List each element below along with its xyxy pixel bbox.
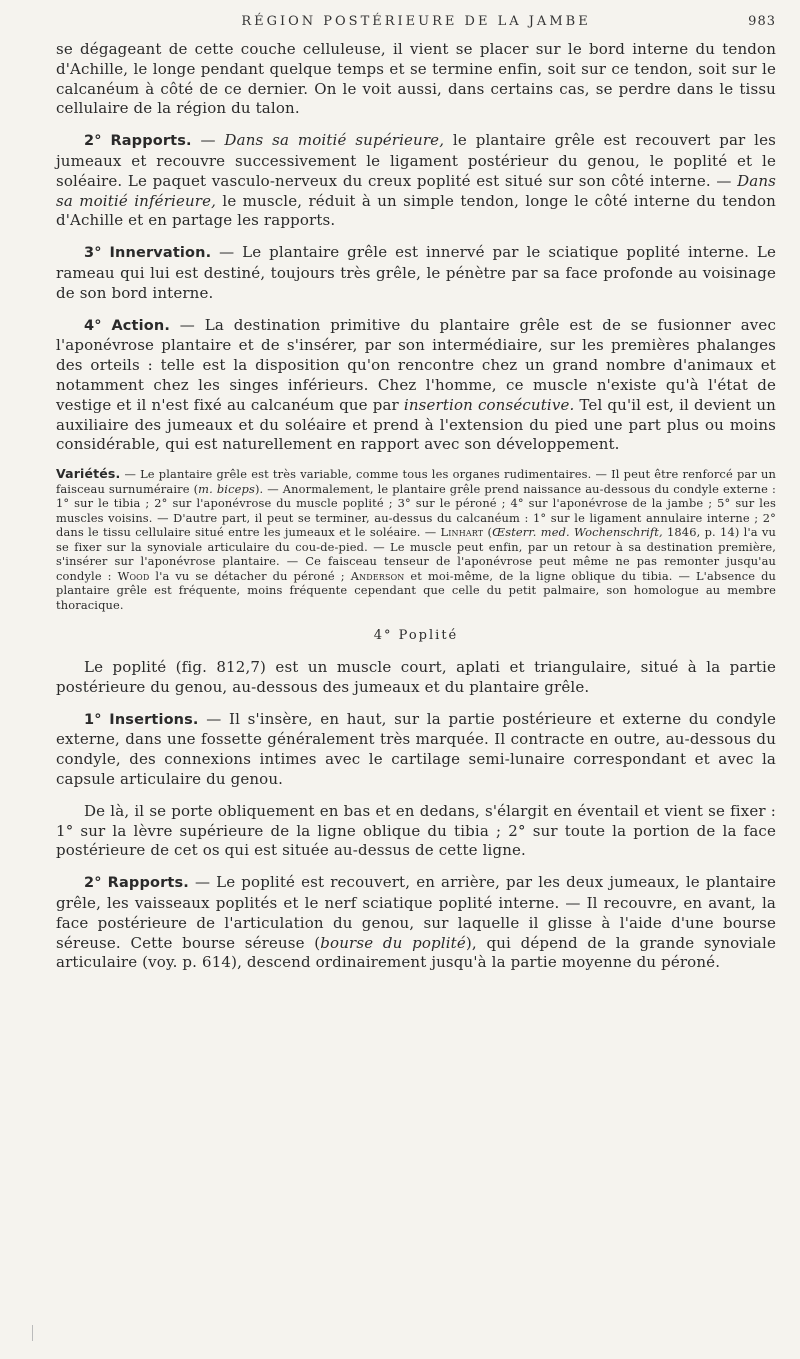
heading-action-number: 4° (84, 317, 102, 334)
text-span: ( (483, 525, 493, 540)
paragraph-insertions-2: De là, il se porte obliquement en bas et en dedans, s'élargit en éventail et vient se fixer : 1° sur la lèvre supérieure de la ligne oblique du tibia ; 2° sur toute la portion de la face postérieure de cet os qui est située au-dessus de cette ligne. (56, 801, 776, 860)
paragraph-insertions (56, 710, 776, 790)
text-span: l'a vu se détacher du péroné ; (149, 568, 351, 583)
emphasis: Dans sa moitié supérieure, (224, 131, 445, 150)
heading-rapports-number: 2° (84, 133, 102, 150)
emphasis: insertion consécutive. (403, 395, 575, 414)
paragraph-varietes (56, 467, 776, 612)
text-span: — Le plantaire grêle est très variable, comme tous les organes rudimentaires. — Il peut être renforcé par un faisceau surnuméraire ( (56, 467, 776, 496)
heading-varietes: Variétés. (56, 466, 121, 482)
text-span: Tel qu'il est, il devient un auxiliaire des jumeaux et du soléaire et prend à l'extension du pied une part plus ou moins considérable, qui est naturellement en rapport avec son développement. (56, 395, 776, 454)
text-span: ). — Anormalement, le plantaire grêle prend naissance au-dessous du condyle externe : 1° sur le tibia ; 2° sur l'aponévrose du muscle poplité ; 3° sur le péroné ; 4° sur l'aponévrose de la jambe ; 5° sur les muscles voisins. — D'autre part, il peut se terminer, au-dessus du calcanéum : 1° sur le ligament annulaire interne ; 2° dans le tissu cellulaire situé entre les jumeaux et le soléaire. — (56, 481, 776, 540)
text-span: — Le poplité est recouvert, en arrière, par les deux jumeaux, le plantaire grêle, les vaisseaux poplités et le nerf sciatique poplité interne. — Il recouvre, en avant, la face postérieure de l'articulation du genou, sur laquelle il glisse à l'aide d'une bourse séreuse. Cette bourse séreuse ( (56, 873, 776, 952)
text-span: ), qui dépend de la grande synoviale articulaire (voy. p. 614), descend ordinairement jusqu'à la partie moyenne du péroné. (56, 933, 776, 972)
text-span: — Il s'insère, en haut, sur la partie postérieure et externe du condyle externe, dans une fossette généralement très marquée. Il contracte en outre, au-dessous du condyle, des connexions intimes avec le cartilage semi-lunaire correspondant et avec la capsule articulaire du genou. (56, 709, 777, 788)
running-title: RÉGION POSTÉRIEURE DE LA JAMBE (241, 14, 591, 29)
emphasis: bourse du poplité (320, 933, 466, 952)
heading-rapports: Rapports. (110, 133, 192, 150)
running-header (56, 14, 776, 36)
paragraph-action (56, 316, 776, 456)
paragraph-intro: se dégageant de cette couche celluleuse, il vient se placer sur le bord interne du tendon d'Achille, le longe pendant quelque temps et se termine enfin, soit sur ce tendon, soit sur le calcanéum à côté de ce dernier. On le voit aussi, dans certains cas, se perdre dans le tissu cellulaire de la région du talon. (56, 40, 776, 118)
text-span: le muscle, réduit à un simple tendon, longe le côté interne du tendon d'Achille et en partage les rapports. (56, 191, 776, 230)
heading-insertions: Insertions. (109, 711, 199, 728)
text-span: et moi-même, de la ligne oblique du tibia. — L'absence du plantaire grêle est fréquente, moins fréquente cependant que celle du petit palmaire, son homologue au membre thoracique. (56, 568, 776, 612)
text-span: 1846, p. 14) l'a vu se fixer sur la synoviale articulaire du cou-de-pied. — Le muscle peut enfin, par un retour à sa destination première, s'insérer sur l'aponévrose plantaire. — Ce faisceau tenseur de l'aponévrose peut même ne pas remonter jusqu'au condyle : (56, 525, 776, 583)
text-span: — La destination primitive du plantaire grêle est de se fusionner avec l'aponévrose plantaire et de s'insérer, par son intermédiaire, sur les premières phalanges des orteils : telle est la disposition qu'on rencontre chez un grand nombre d'animaux et notamment chez les singes inférieurs. Chez l'homme, ce muscle n'existe qu'à l'état de vestige et il n'est fixé au calcanéum que par (56, 315, 776, 414)
heading-insertions-number: 1° (84, 711, 102, 728)
paragraph-poplite-intro: Le poplité (fig. 812,7) est un muscle court, aplati et triangulaire, situé à la partie postérieure du genou, au-dessous des jumeaux et du plantaire grêle. (56, 657, 776, 696)
emphasis: Dans sa moitié inférieure, (56, 171, 776, 210)
author-name: Wood (117, 568, 150, 583)
paragraph-rapports-2 (56, 873, 776, 973)
heading-innervation: Innervation. (109, 245, 212, 262)
emphasis: m. biceps (198, 481, 255, 496)
heading-action: Action. (111, 317, 170, 334)
text-span: — Le plantaire grêle est innervé par le sciatique poplité interne. Le rameau qui lui est destiné, toujours très grêle, le pénètre par sa face profonde au voisinage de son bord interne. (56, 243, 777, 302)
emphasis: Œsterr. med. Wochenschrift, (492, 525, 663, 540)
heading-rapports-2-number: 2° (84, 875, 102, 892)
heading-rapports-2: Rapports. (107, 875, 189, 892)
page (56, 14, 776, 985)
text-span: le plantaire grêle est recouvert par les jumeaux et recouvre successivement le ligament postérieur du genou, le poplité et le soléaire. Le paquet vasculo-nerveux du creux poplité est situé sur son côté interne. — (56, 131, 776, 190)
page-number: 983 (748, 14, 776, 29)
page-body (56, 40, 776, 973)
scan-edge-mark (20, 1325, 33, 1341)
author-name: Linhart (440, 525, 484, 540)
paragraph-rapports (56, 131, 776, 231)
heading-innervation-number: 3° (84, 245, 102, 262)
author-name: Anderson (350, 568, 405, 583)
text-span: — (191, 131, 225, 150)
paragraph-innervation (56, 243, 776, 303)
section-title: 4° Poplité (373, 628, 459, 644)
